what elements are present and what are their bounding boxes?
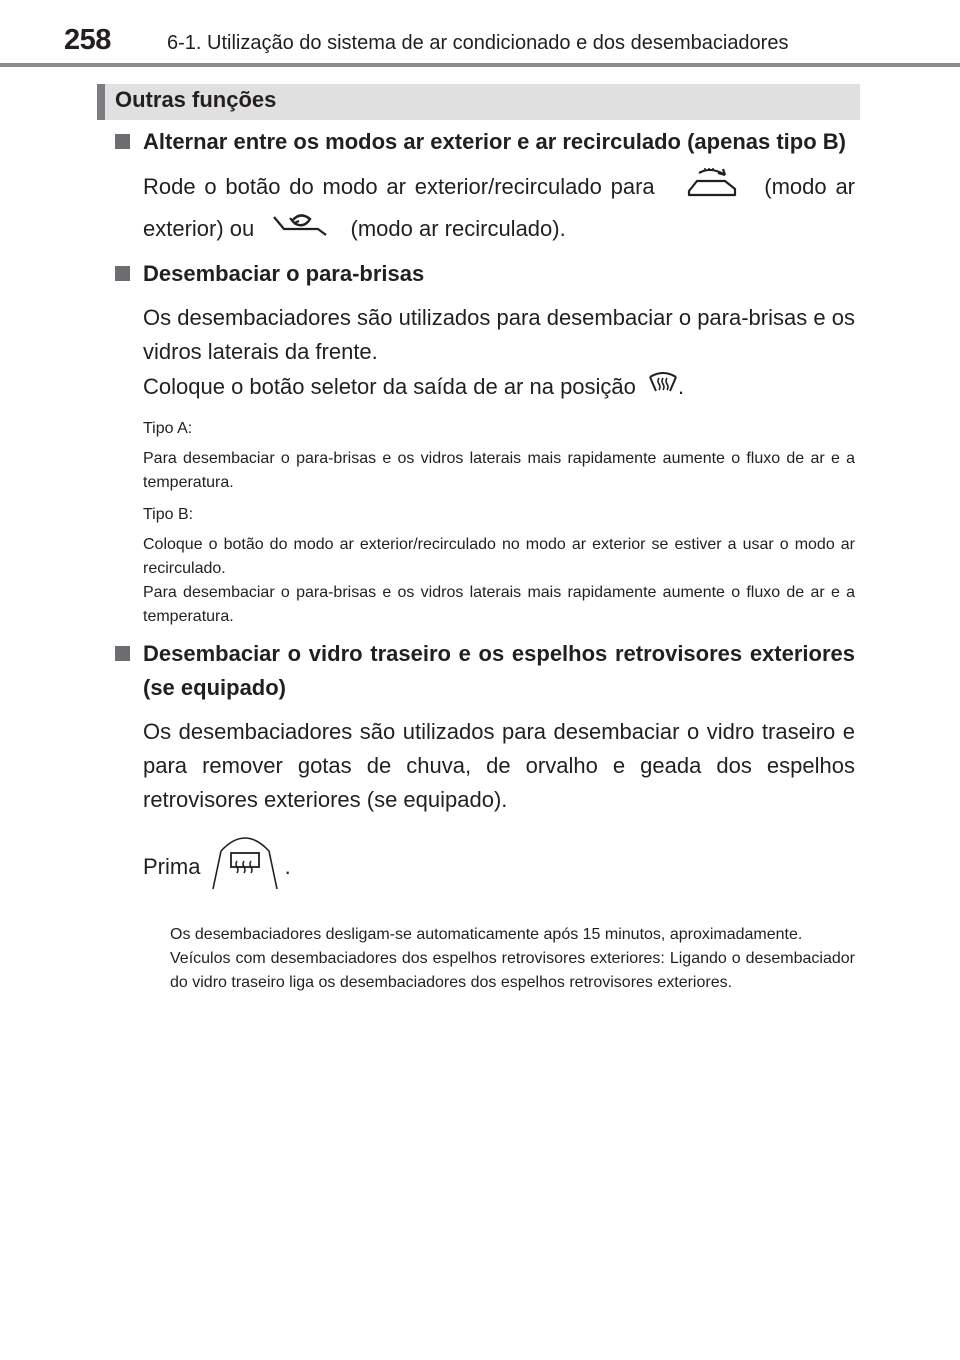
windshield-text-b: . bbox=[678, 373, 685, 399]
windshield-paragraph-1: Os desembaciadores são utilizados para desembaciar o para-brisas e os vidros laterais da frente. bbox=[143, 305, 855, 364]
rear-defogger-note-1: Os desembaciadores desligam-se automaticamente após 15 minutos, aproximadamente. bbox=[170, 926, 803, 943]
square-bullet-icon bbox=[115, 266, 130, 281]
square-bullet-icon bbox=[115, 134, 130, 149]
item-heading-air-mode bbox=[113, 125, 855, 159]
item-heading-rear-defogger bbox=[113, 637, 855, 705]
rear-defogger-paragraph: Os desembaciadores são utilizados para desembaciar o vidro traseiro e para remover gotas de chuva, de orvalho e geada dos espelhos retrovisores exteriores (se equipado). bbox=[143, 719, 855, 812]
page-number: 258 bbox=[64, 24, 111, 56]
press-text-b: . bbox=[284, 853, 291, 879]
rear-defogger-note-2: Veículos com desembaciadores dos espelhos retrovisores exteriores: Ligando o desembaciador do vidro traseiro liga os desembaciadores dos espelhos retrovisores exteriores. bbox=[170, 950, 855, 991]
press-instruction bbox=[113, 831, 855, 905]
item-heading-text: Desembaciar o para-brisas bbox=[143, 261, 425, 286]
header-rule bbox=[0, 63, 960, 67]
type-a-text: Para desembaciar o para-brisas e os vidros laterais mais rapidamente aumente o fluxo de ar e a temperatura. bbox=[143, 450, 855, 491]
air-mode-text-b: (modo ar exterior) ou bbox=[143, 173, 855, 241]
windshield-paragraph-2 bbox=[113, 369, 855, 407]
type-b-text-2: Para desembaciar o para-brisas e os vidros laterais mais rapidamente aumente o fluxo de ar e a temperatura. bbox=[143, 584, 855, 625]
windshield-text-a: Coloque o botão seletor da saída de ar na posição bbox=[143, 373, 636, 399]
page-content bbox=[113, 125, 855, 995]
section-header bbox=[97, 84, 860, 120]
page-header bbox=[0, 0, 960, 70]
chapter-title: 6-1. Utilização do sistema de ar condicionado e dos desembaciadores bbox=[167, 32, 789, 54]
windshield-defogger-icon bbox=[648, 369, 678, 407]
section-title: Outras funções bbox=[115, 87, 277, 112]
air-mode-paragraph bbox=[113, 167, 855, 251]
type-b-text-1: Coloque o botão do modo ar exterior/recirculado no modo ar exterior se estiver a usar o modo ar recirculado. bbox=[143, 536, 855, 577]
item-heading-text: Alternar entre os modos ar exterior e ar recirculado (apenas tipo B) bbox=[143, 129, 846, 154]
rear-window-defogger-button-icon bbox=[211, 831, 279, 905]
type-a-label: Tipo A: bbox=[143, 420, 193, 437]
section-accent bbox=[97, 84, 105, 120]
item-heading-windshield bbox=[113, 257, 855, 291]
type-b-label: Tipo B: bbox=[143, 506, 194, 523]
square-bullet-icon bbox=[115, 646, 130, 661]
item-heading-text: Desembaciar o vidro traseiro e os espelhos retrovisores exteriores (se equipado) bbox=[143, 641, 855, 700]
outside-air-mode-icon bbox=[685, 167, 741, 209]
air-mode-text-a: Rode o botão do modo ar exterior/recirculado para bbox=[143, 173, 655, 199]
air-mode-text-c: (modo ar recirculado). bbox=[350, 215, 566, 241]
recirculated-air-mode-icon bbox=[270, 209, 330, 251]
press-text-a: Prima bbox=[143, 853, 201, 879]
